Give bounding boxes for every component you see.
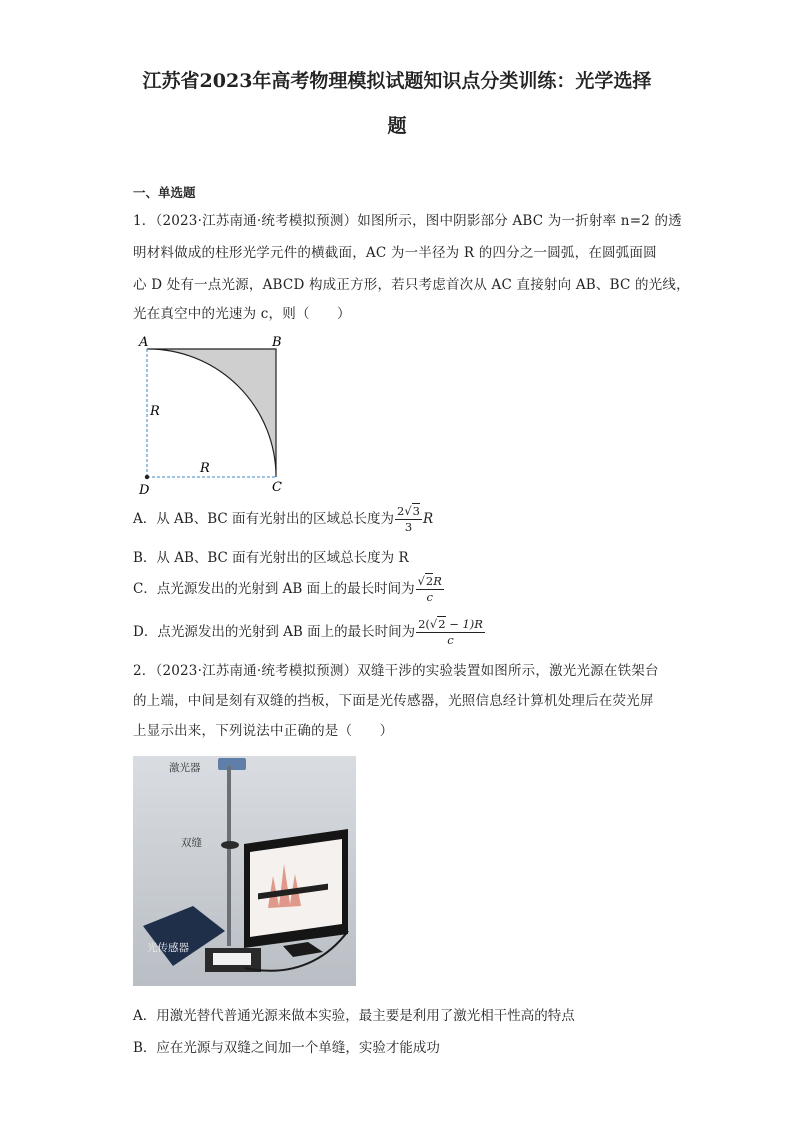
page-title: 江苏省2023年高考物理模拟试题知识点分类训练：光学选择 — [142, 70, 652, 92]
question-1-option-a[interactable]: A．从 AB、BC 面有光射出的区域总长度为 $\frac{2√3}{3}$ R — [133, 504, 434, 534]
double-slit-plate — [221, 841, 239, 849]
question-1-option-c[interactable]: C．点光源发出的光射到 AB 面上的最长时间为 $\frac{√2R}{c}$ — [133, 574, 442, 604]
shaded-region-abc — [147, 349, 276, 477]
question-2-line-3: 上显示出来，下列说法中正确的是（ ） — [133, 723, 394, 739]
label-b: B — [272, 335, 282, 350]
stand-rod — [227, 766, 231, 946]
page-title-continued: 题 — [387, 115, 407, 137]
label-double-slit: 双缝 — [181, 837, 202, 849]
fraction: $\frac{2√3}{3}$ — [397, 504, 420, 534]
label-c: C — [272, 480, 282, 495]
point-source-d — [145, 475, 149, 479]
fraction: $\frac{√2R}{c}$ — [417, 574, 442, 604]
question-1-option-b[interactable]: B．从 AB、BC 面有光射出的区域总长度为 R — [133, 550, 409, 566]
laser-device — [218, 758, 246, 770]
fraction: $\frac{2(√2 - 1)R}{c}$ — [418, 617, 483, 647]
label-d: D — [139, 483, 150, 498]
label-light-sensor: 光传感器 — [147, 942, 189, 954]
question-1-option-d[interactable]: D．点光源发出的光射到 AB 面上的最长时间为 $\frac{2(√2 - 1)R}{c}$ — [133, 617, 483, 647]
question-1-line-2: 明材料做成的柱形光学元件的横截面，AC 为一半径为 R 的四分之一圆弧，在圆弧面圆 — [133, 245, 657, 261]
experiment-photo — [133, 756, 356, 986]
question-1-line-3: 心 D 处有一点光源，ABCD 构成正方形，若只考虑首次从 AC 直接射向 AB、BC 的光线， — [133, 277, 690, 293]
question-1-line-1: 1．（2023·江苏南通·统考模拟预测）如图所示，图中阴影部分 ABC 为一折射率 n=2 的透 — [133, 213, 682, 229]
question-2-option-b[interactable]: B．应在光源与双缝之间加一个单缝，实验才能成功 — [133, 1040, 440, 1056]
label-radius-bottom: R — [200, 461, 210, 476]
question-1-figure — [133, 330, 293, 500]
label-laser: 激光器 — [169, 762, 201, 774]
question-1-line-4: 光在真空中的光速为 c，则（ ） — [133, 306, 351, 322]
section-heading: 一、单选题 — [133, 185, 196, 200]
question-2-option-a[interactable]: A．用激光替代普通光源来做本实验，最主要是利用了激光相干性高的特点 — [133, 1008, 575, 1024]
label-a: A — [139, 335, 149, 350]
question-2-line-2: 的上端，中间是刻有双缝的挡板，下面是光传感器，光照信息经计算机处理后在荧光屏 — [133, 693, 654, 709]
label-radius-left: R — [150, 404, 160, 419]
question-2-line-1: 2．（2023·江苏南通·统考模拟预测）双缝干涉的实验装置如图所示，激光光源在铁架台 — [133, 663, 659, 679]
